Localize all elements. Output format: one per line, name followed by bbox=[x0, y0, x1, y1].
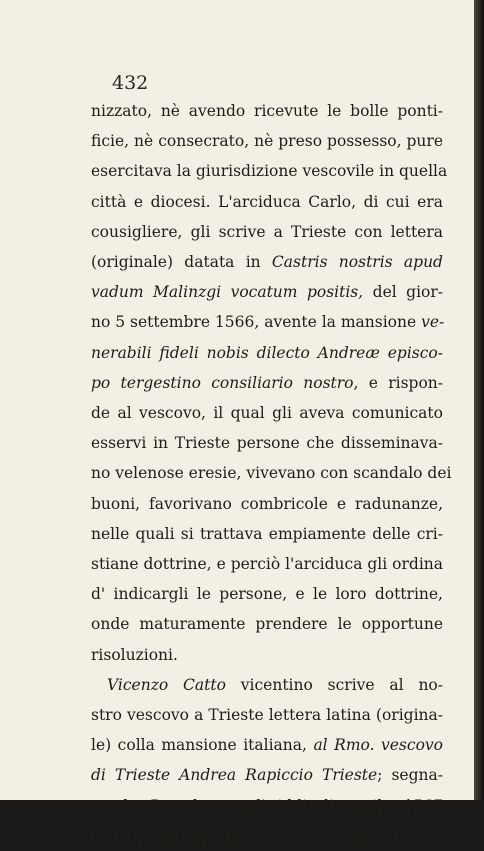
text-segment: no 5 settembre 1566, avente la mansione bbox=[91, 313, 422, 332]
text-line bbox=[91, 519, 443, 549]
italic-text: vadum Malinzgi vocatum positis, bbox=[91, 283, 364, 302]
text-segment: de al vescovo, il qual gli aveva comunicato bbox=[91, 404, 443, 423]
text-segment: del gior- bbox=[363, 283, 444, 302]
text-segment: stro vescovo a Trieste lettera latina (origina- bbox=[91, 706, 443, 725]
text-line bbox=[91, 640, 443, 670]
text-line bbox=[91, 579, 443, 609]
text-line bbox=[91, 338, 443, 368]
text-segment: onde maturamente prendere le opportune bbox=[91, 615, 443, 634]
text-segment: no velenose eresie, vivevano con scandalo dei bbox=[91, 464, 452, 483]
text-line bbox=[91, 670, 443, 700]
text-line bbox=[91, 730, 443, 760]
text-line bbox=[91, 428, 443, 458]
text-line bbox=[91, 700, 443, 730]
text-segment: negl' iddi di aprile 1567 bbox=[215, 796, 443, 815]
text-line bbox=[91, 126, 443, 156]
text-line bbox=[91, 187, 443, 217]
paragraph bbox=[91, 96, 452, 670]
text-line bbox=[91, 277, 443, 307]
body-text bbox=[91, 96, 452, 851]
text-segment: , e rispon- bbox=[353, 373, 444, 392]
text-line bbox=[91, 368, 443, 398]
text-segment: cousigliere, gli scrive a Trieste con lettera bbox=[91, 222, 443, 241]
text-segment: ficie, nè consecrato, nè preso possesso, pure bbox=[91, 132, 443, 151]
text-segment: vicentino scrive al no- bbox=[225, 675, 443, 694]
text-line bbox=[91, 791, 443, 821]
text-line bbox=[91, 821, 443, 851]
text-segment: ; segna- bbox=[377, 766, 443, 785]
book-spine-edge bbox=[474, 0, 484, 800]
text-line bbox=[91, 609, 443, 639]
paragraph bbox=[91, 670, 443, 851]
page-number: 432 bbox=[112, 72, 149, 94]
text-line bbox=[91, 247, 443, 277]
text-line bbox=[91, 549, 443, 579]
text-segment: nizzato, nè avendo ricevute le bolle ponti- bbox=[91, 102, 443, 120]
italic-text: al Rmo. vescovo bbox=[313, 736, 443, 755]
text-segment: le) colla mansione italiana, bbox=[91, 736, 314, 755]
text-line bbox=[91, 760, 443, 790]
italic-text: ve- bbox=[421, 313, 445, 332]
italic-text: Rapiccio bbox=[329, 826, 397, 845]
text-segment: (originale) datata in bbox=[91, 253, 272, 272]
text-segment: di bbox=[396, 826, 417, 845]
text-line bbox=[91, 489, 443, 519]
text-segment: esercitava la giurisdizione vescovile in quella bbox=[91, 162, 448, 181]
italic-text: Castris nostris apud bbox=[271, 253, 443, 272]
text-line bbox=[91, 458, 452, 488]
text-segment: nelle quali si trattava empiamente delle cri- bbox=[91, 524, 443, 543]
text-line bbox=[91, 156, 448, 186]
italic-text: Pratalea bbox=[149, 796, 216, 815]
text-segment: ta da bbox=[91, 796, 150, 815]
text-segment: risoluzioni. bbox=[91, 645, 178, 664]
text-segment: città e diocesi. L'arciduca Carlo, di cui era bbox=[91, 192, 443, 211]
italic-text: di Trieste Andrea Rapiccio Trieste bbox=[91, 766, 378, 785]
text-segment: colla quale risponde al nostro bbox=[91, 826, 330, 845]
text-segment: d' indicargli le persone, e le loro dottrine, bbox=[91, 585, 443, 604]
text-segment: esservi in Trieste persone che disseminava- bbox=[91, 434, 443, 453]
text-line bbox=[91, 398, 443, 428]
text-line bbox=[91, 307, 443, 337]
text-segment: stiane dottrine, e perciò l'arciduca gli ordina bbox=[91, 555, 443, 574]
italic-text: nerabili fideli nobis dilecto Andreæ episco- bbox=[91, 343, 443, 362]
italic-text: po tergestino consiliario nostro bbox=[91, 373, 354, 392]
text-line bbox=[91, 217, 443, 247]
italic-text: Vicenzo Catto bbox=[107, 675, 226, 694]
text-line bbox=[91, 96, 443, 126]
text-segment: buoni, favorivano combricole e radunanze, bbox=[91, 494, 443, 513]
